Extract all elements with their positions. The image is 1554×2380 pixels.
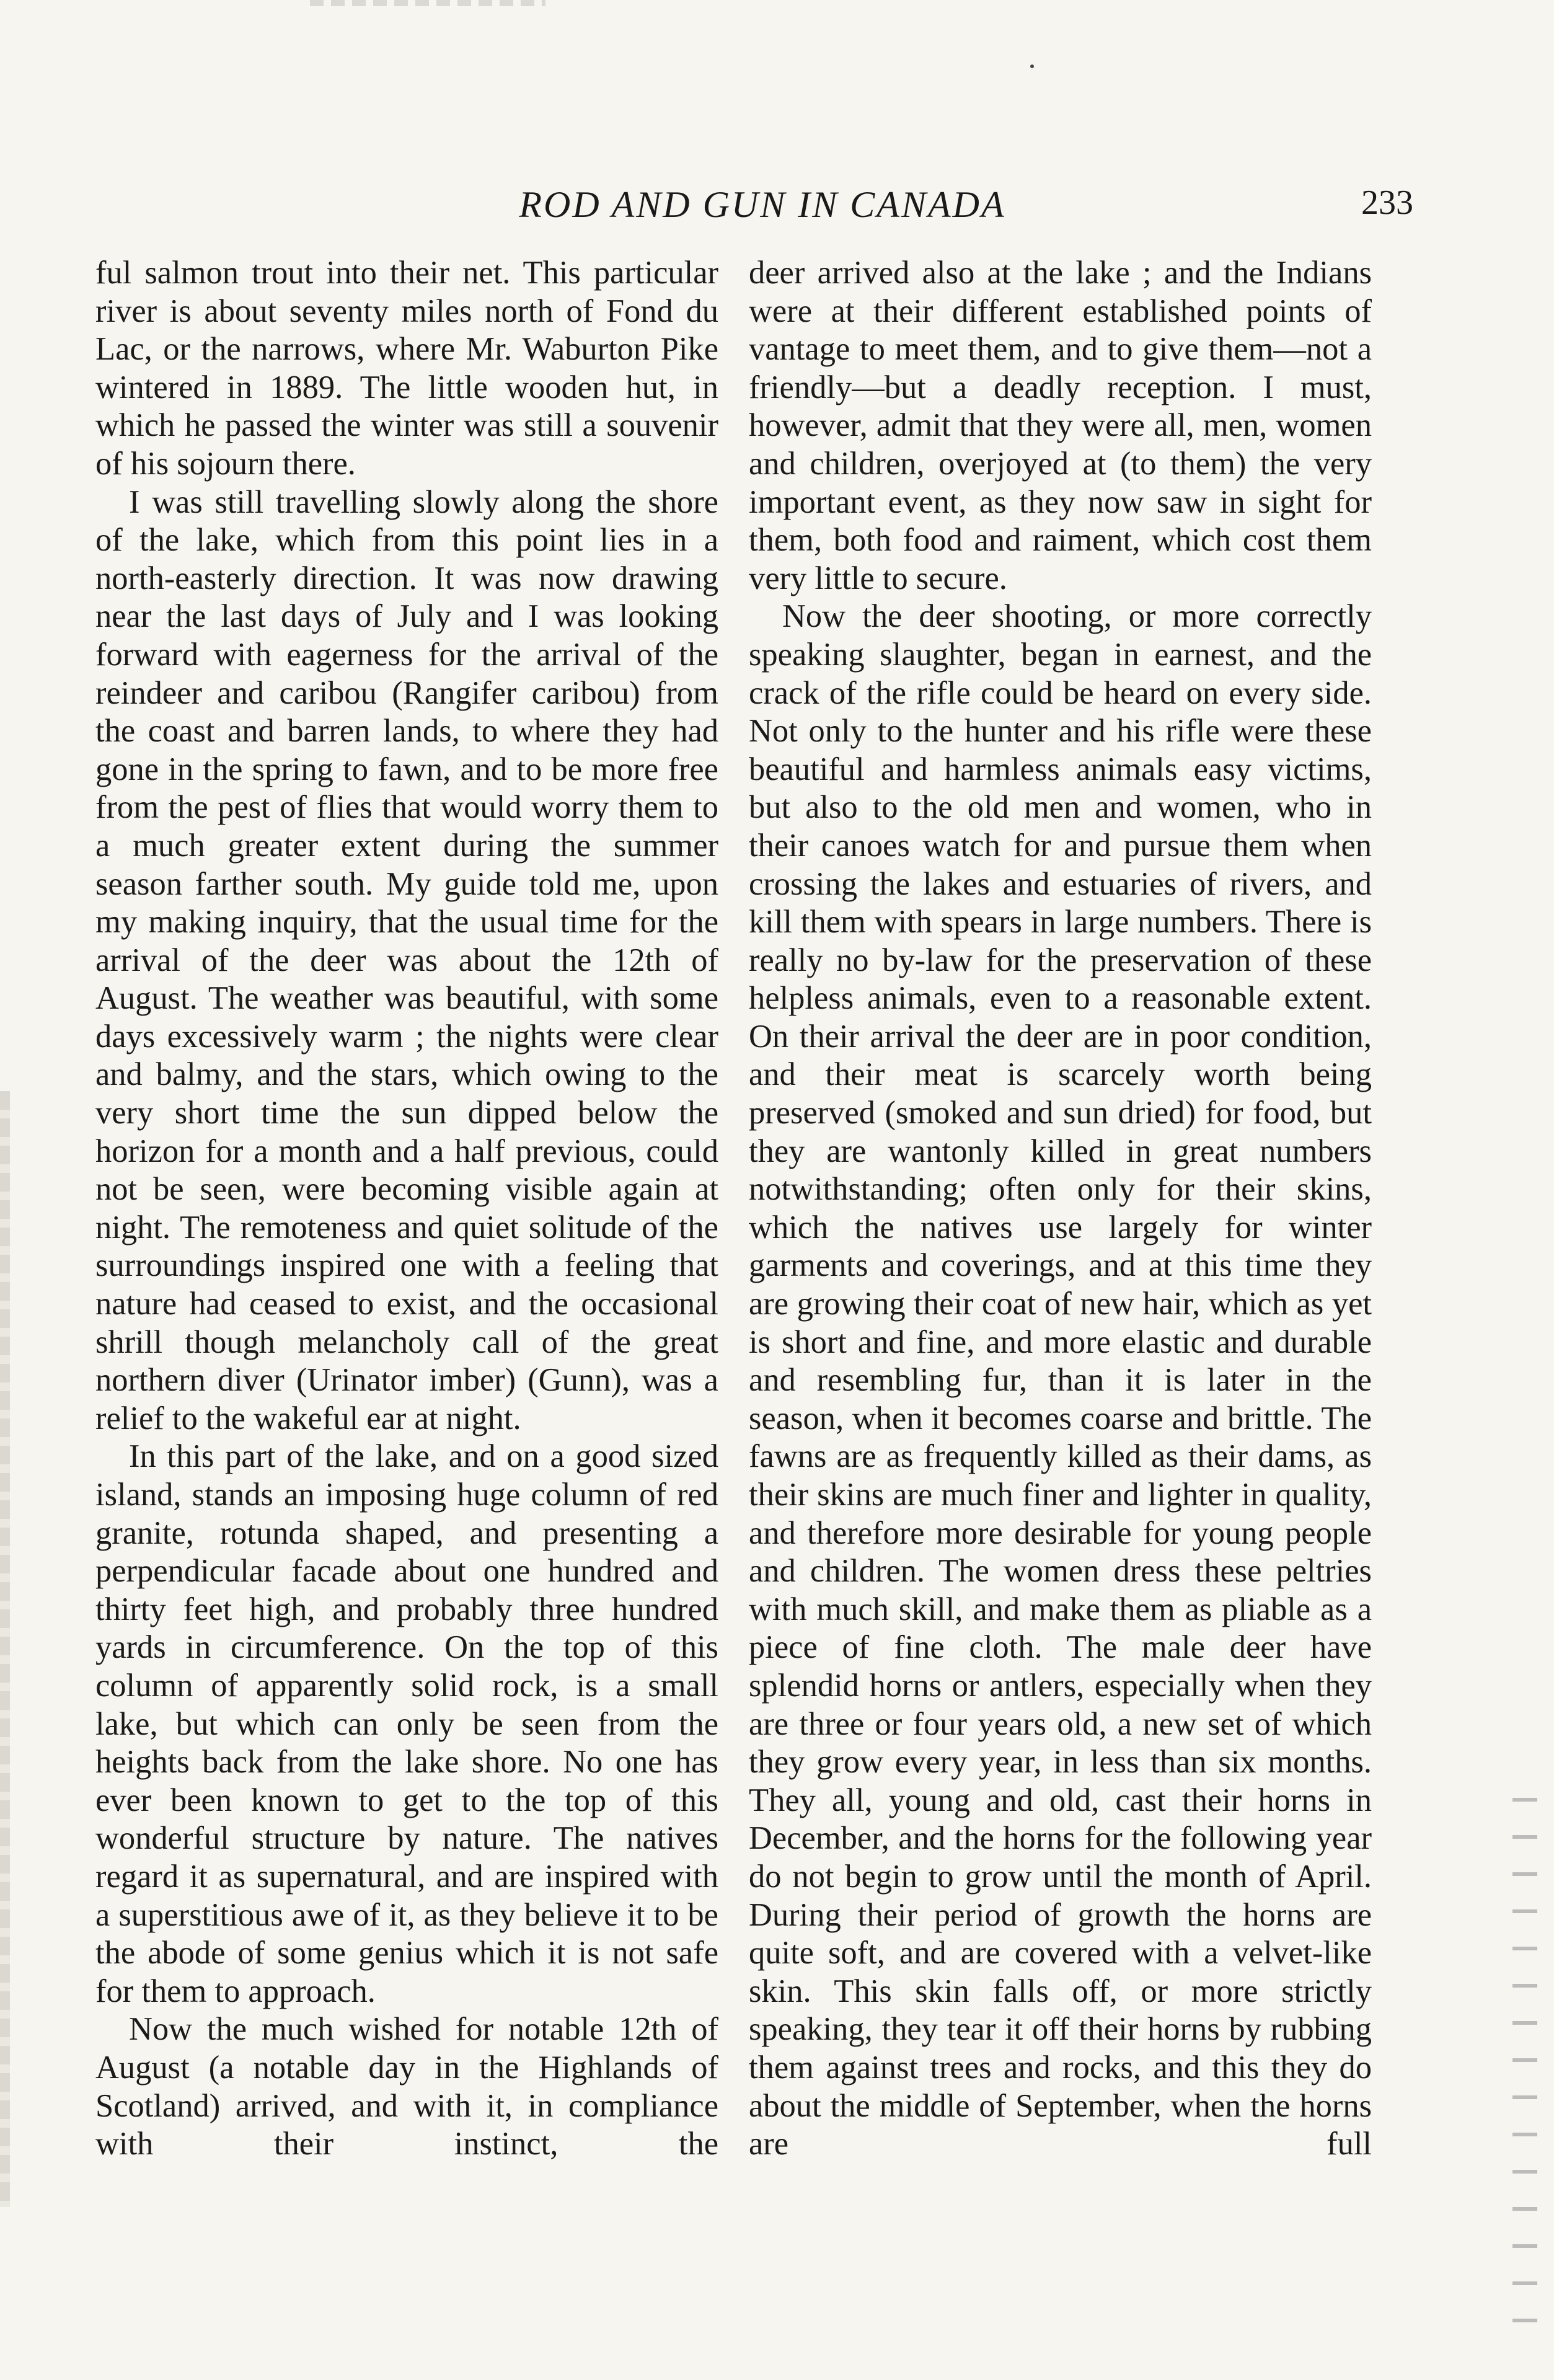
left-paragraph-2: I was still travelling slowly along the shore of the lake, which from this point lies in a north-easterly direction. It was now drawing near the last days of July and I was looking forward with eagerness for the arrival of the reindeer and caribou (Rangifer caribou) from the coast and barren lands, to where they had gone in the spring to fawn, and to be more free from the pest of flies that would worry them to a much greater extent during the summer season farther south. My guide told me, upon my making inquiry, that the usual time for the arrival of the deer was about the 12th of August. The weather was beautiful, with some days excessively warm ; the nights were clear and balmy, and the stars, which owing to the very short time the sun dipped below the horizon for a month and a half previous, could not be seen, were becoming visible again at night. The remoteness and quiet solitude of the surroundings inspired one with a feeling that nature had ceased to exist, and the occasional shrill though melancholy call of the great northern diver (Urinator imber) (Gunn), was a relief to the wakeful ear at night. bbox=[95, 484, 718, 1436]
ink-speck bbox=[1030, 64, 1034, 68]
page-number: 233 bbox=[1361, 184, 1413, 222]
right-paragraph-1: deer arrived also at the lake ; and the Indians were at their different established points of vantage to meet them, and to give them—not a friendly—but a deadly reception. I must, however, admit that they were all, men, women and children, overjoyed at (to them) the very important event, as they now saw in sight for them, both food and raiment, which cost them very little to secure. bbox=[749, 255, 1372, 596]
top-edge-smudge bbox=[310, 0, 545, 6]
left-column bbox=[95, 254, 718, 2164]
running-head: ROD AND GUN IN CANADA bbox=[519, 184, 1006, 225]
left-paragraph-1: ful salmon trout into their net. This particular river is about seventy miles north of Fond du Lac, or the narrows, where Mr. Waburton Pike wintered in 1889. The little wooden hut, in which he passed the winter was still a souvenir of his sojourn there. bbox=[95, 255, 718, 482]
left-paragraph-4: Now the much wished for notable 12th of August (a notable day in the Highlands of Scotland) arrived, and with it, in compliance with their instinct, the bbox=[95, 2011, 718, 2162]
right-column bbox=[749, 254, 1372, 2164]
binding-edge-shadow bbox=[0, 1091, 10, 2207]
page-header bbox=[112, 177, 1413, 245]
right-paragraph-2: Now the deer shooting, or more correctly speaking slaughter, began in earnest, and the crack of the rifle could be heard on every side. Not only to the hunter and his rifle were these beautiful and harmless animals easy victims, but also to the old men and women, who in their canoes watch for and pursue them when crossing the lakes and estuaries of rivers, and kill them with spears in large numbers. There is really no by-law for the preservation of these helpless animals, even to a reasonable extent. On their arrival the deer are in poor condition, and their meat is scarcely worth being preserved (smoked and sun dried) for food, but they are wantonly killed in great numbers notwithstanding; often only for their skins, which the natives use largely for winter garments and coverings, and at this time they are growing their coat of new hair, which as yet is short and fine, and more elastic and durable and resembling fur, than it is later in the season, when it becomes coarse and brittle. The fawns are as frequently killed as their dams, as their skins are much finer and lighter in quality, and therefore more desirable for young people and children. The women dress these peltries with much skill, and make them as pliable as a piece of fine cloth. The male deer have splendid horns or antlers, especially when they are three or four years old, a new set of which they grow every year, in less than six months. They all, young and old, cast their horns in December, and the horns for the following year do not begin to grow until the month of April. During their period of growth the horns are quite soft, and are covered with a velvet-like skin. This skin falls off, or more strictly speaking, they tear it off their horns by rubbing them against trees and rocks, and this they do about the middle of September, when the horns are full bbox=[749, 598, 1372, 2162]
margin-scan-marks bbox=[1512, 1798, 1537, 2356]
left-paragraph-3: In this part of the lake, and on a good sized island, stands an imposing huge column of red granite, rotunda shaped, and presenting a perpendicular facade about one hundred and thirty feet high, and probably three hundred yards in circumference. On the top of this column of apparently solid rock, is a small lake, but which can only be seen from the heights back from the lake shore. No one has ever been known to get to the top of this wonderful structure by nature. The natives regard it as supernatural, and are inspired with a superstitious awe of it, as they believe it to be the abode of some genius which it is not safe for them to approach. bbox=[95, 1438, 718, 2009]
